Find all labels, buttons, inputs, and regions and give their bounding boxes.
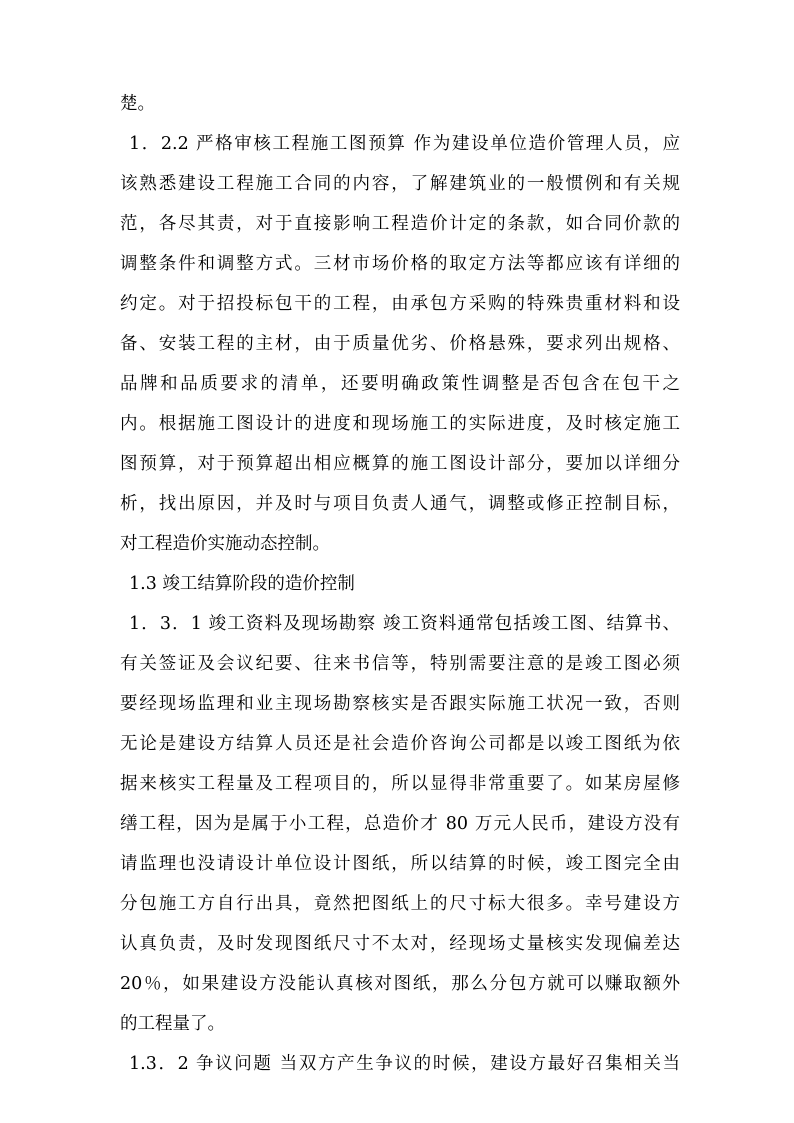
text-line: 楚。 [120,94,155,114]
text-line: 的工程量了。 [120,1014,225,1034]
text-line: 据来核实工程量及工程项目的，所以显得非常重要了。如某房屋修 [120,774,680,794]
text-line: 20％，如果建设方没能认真核对图纸，那么分包方就可以赚取额外 [120,974,680,994]
text-line: 调整条件和调整方式。三材市场价格的取定方法等都应该有详细的 [120,254,680,274]
text-line: 分包施工方自行出具，竟然把图纸上的尺寸标大很多。幸号建设方 [120,894,680,914]
section-heading-1-3: 1.3 竣工结算阶段的造价控制 [129,574,355,594]
section-heading-1-2-2: 1．2.2 严格审核工程施工图预算 作为建设单位造价管理人员，应 [129,134,680,154]
text-line: 认真负责，及时发现图纸尺寸不太对，经现场丈量核实发现偏差达 [120,934,680,954]
text-line: 对工程造价实施动态控制。 [120,534,330,554]
text-line: 析，找出原因，并及时与项目负责人通气，调整或修正控制目标， [120,494,680,514]
text-line: 范，各尽其责，对于直接影响工程造价计定的条款，如合同价款的 [120,214,680,234]
text-line: 有关签证及会议纪要、往来书信等，特别需要注意的是竣工图必须 [120,654,680,674]
section-heading-1-3-1: 1．3．1 竣工资料及现场勘察 竣工资料通常包括竣工图、结算书、 [129,614,680,634]
text-line: 约定。对于招投标包干的工程，由承包方采购的特殊贵重材料和设 [120,294,680,314]
text-line: 内。根据施工图设计的进度和现场施工的实际进度，及时核定施工 [120,414,680,434]
section-heading-1-3-2: 1.3．2 争议问题 当双方产生争议的时候，建设方最好召集相关当 [129,1054,680,1074]
text-line: 品牌和品质要求的清单，还要明确政策性调整是否包含在包干之 [120,374,680,394]
text-line: 备、安装工程的主材，由于质量优劣、价格悬殊，要求列出规格、 [120,334,680,354]
text-line: 无论是建设方结算人员还是社会造价咨询公司都是以竣工图纸为依 [120,734,680,754]
text-line: 请监理也没请设计单位设计图纸，所以结算的时候，竣工图完全由 [120,854,680,874]
text-line: 缮工程，因为是属于小工程，总造价才 80 万元人民币，建设方没有 [120,814,680,834]
text-line: 图预算，对于预算超出相应概算的施工图设计部分，要加以详细分 [120,454,680,474]
text-line: 要经现场监理和业主现场勘察核实是否跟实际施工状况一致，否则 [120,694,680,714]
text-line: 该熟悉建设工程施工合同的内容，了解建筑业的一般惯例和有关规 [120,174,680,194]
